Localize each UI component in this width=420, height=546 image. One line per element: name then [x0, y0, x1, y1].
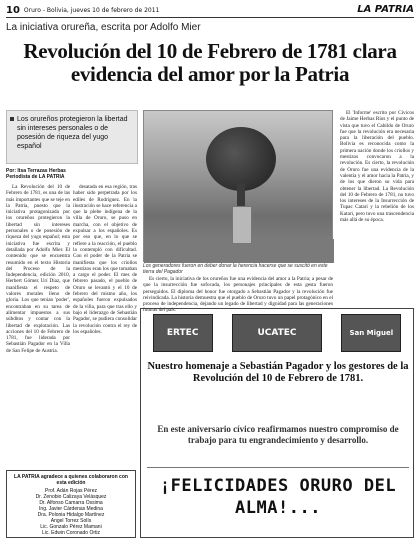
byline: Por: Itsa Terrazas Herbas Periodista de LA PATRIA [6, 168, 66, 180]
kicker: La iniciativa orureña, escrita por Adolfo Mier [6, 22, 201, 33]
article-column-1 [6, 184, 70, 466]
photo-caption: Los generadores fueron en deber donar la herencia hacerse que se suscitó en este tierra del Pagador [143, 263, 328, 275]
page-number: 10 [6, 4, 20, 16]
san-miguel-logo: San Miguel [341, 314, 401, 352]
credits-name: Angel Torrez Solís [50, 518, 92, 524]
header-rule [6, 17, 414, 18]
monument-shape [232, 206, 252, 244]
ucatec-logo: UCATEC [232, 314, 322, 352]
ad-closing: ¡FELICIDADES ORURO DEL ALMA!... [159, 476, 397, 518]
dateline: Oruro - Bolivia, jueves 10 de febrero de 2011 [23, 6, 160, 14]
credits-name: Dr. Zenobio Calizaya Velásquez [35, 494, 107, 500]
ad-separator [147, 467, 409, 468]
ad-subtext: En este aniversario cívico reafirmamos nuestro compromiso de trabajo para tu engrandecimiento y desarrollo. [157, 424, 399, 445]
article-column-3 [340, 110, 414, 305]
headline: Revolución del 10 de Febrero de 1781 clara evidencia del amor por la Patria [23, 39, 397, 86]
article-column-4 [143, 276, 333, 314]
credits-label: LA PATRIA agradece a quienes colaboraron con esta edición [14, 474, 128, 486]
credits-box [6, 470, 136, 538]
ertec-logo: ERTEC [153, 314, 213, 352]
advertisement [140, 308, 414, 538]
credits-name: Dra. Polonia Hidalgo Martínez [37, 512, 105, 518]
column-text: Es cierto, la iniciativa de los orureños fue una evidencia del amor a la Patria; a pesar de que la insurrección fue sofocada, los personajes principales de esta gesta fueron perseguidos. El diploma del honor fue otorgado a Sebastián Pagador y la revolución fue reivindicada. La historia demuestra que el pueblo de Oruro tuvo un papel protagónico en el proceso de independencia, dejando un legado de libertad y dignidad para las generaciones futuras del país. [143, 276, 333, 314]
newspaper-logo: LA PATRIA [357, 4, 414, 15]
column-text: La Revolución del 10 de Febrero de 1781, es una de las más importantes que se teje en la Patria, puesto que la iniciativa protagonizada por los orureños protegieron la libertad sin intereses personales o de posesión de riqueza del yugo español; esta iniciativa fue escrita y detallada por Adolfo Mier. El contenido que se encuentra resumido en el texto Historia del Proceso de la Independencia, edición 2010, Herbert Gómez Urí Díaz, que manifiesta el respeto de valores morales lleno de gloria. Los que tenían 'poder', encontraban en su tarea de alimentar impuestos a sus súbditos y contar con la libertad de explotación. Las acciones del 10 de Febrero de 1781, fue liderada por Sebastián Pagador en la Villa de San Felipe de Austria. [6, 184, 70, 354]
credits-name: Prof. Adán Rojas Pérez [45, 488, 97, 494]
ad-logos [143, 311, 411, 355]
column-text: El 'Informe' escrito por Cívicos de Jaime Herbas Ríos y el punto de vista que tuvo el Cabildo de Oruro fue que la revolución era necesaria para la liberación del pueblo. Bolivia es reconocida como la primera nación donde los criollos y mestizos convocaron a la revolución. Es cierto, la revolución de Oruro fue una evidencia de la valentía y el amor hacia la Patria, y de los que dieron su vida para obtener la libertad. La Revolución del 10 de Febrero de 1781, no tuvo los intereses de la Insurrección de Tupac Catari y la rebelión de los Katari, pero tuvo una trascendencia más allá de su época. [340, 110, 414, 224]
lead-box: Los orureños protegieron la libertad sin intereses personales o de posesión de riqueza del yugo español [6, 110, 138, 164]
credits-name: Ing. Javier Cárdenas Medina [39, 506, 103, 512]
page-header [6, 4, 414, 16]
credits-name: Lic. Edwin Coronado Ortiz [41, 530, 101, 536]
column-text: desatada en esa región, tras haber sido perpetrada por los ediles de Rodríguez. En la ilustración se hace referencia a que la plebe indígena de la villa de Oruro, se puso en marcha, con el objetivo de expulsar a los españoles. Es por eso que, en lo que se refiere a la reacción, el pueblo la contempló con dificultad. Con el poder de la Patria se manifiesta que los criollos mestizos eran los que tomaban a cargo el poder. El mes de febrero pasado, el pueblo de Oruro se levantó y el 10 de febrero del mismo año, los españoles fueron expulsados de la villa, para que tras ello y bajo el liderazgo de Sebastián Pagador, se pudiera consolidar la revolución contra el rey de los españoles. [73, 184, 137, 335]
ad-message: Nuestro homenaje a Sebastián Pagador y los gestores de la Revolución del 10 de Febrero de 1781. [147, 361, 409, 384]
monument-photo [143, 110, 333, 262]
tree-shape [206, 127, 276, 191]
article-column-2 [73, 184, 137, 466]
credits-name: Dr. Alfonso Camarra Ossima [39, 500, 103, 506]
credits-name: Lic. Gonzalo Pérez Mamani [40, 524, 102, 530]
